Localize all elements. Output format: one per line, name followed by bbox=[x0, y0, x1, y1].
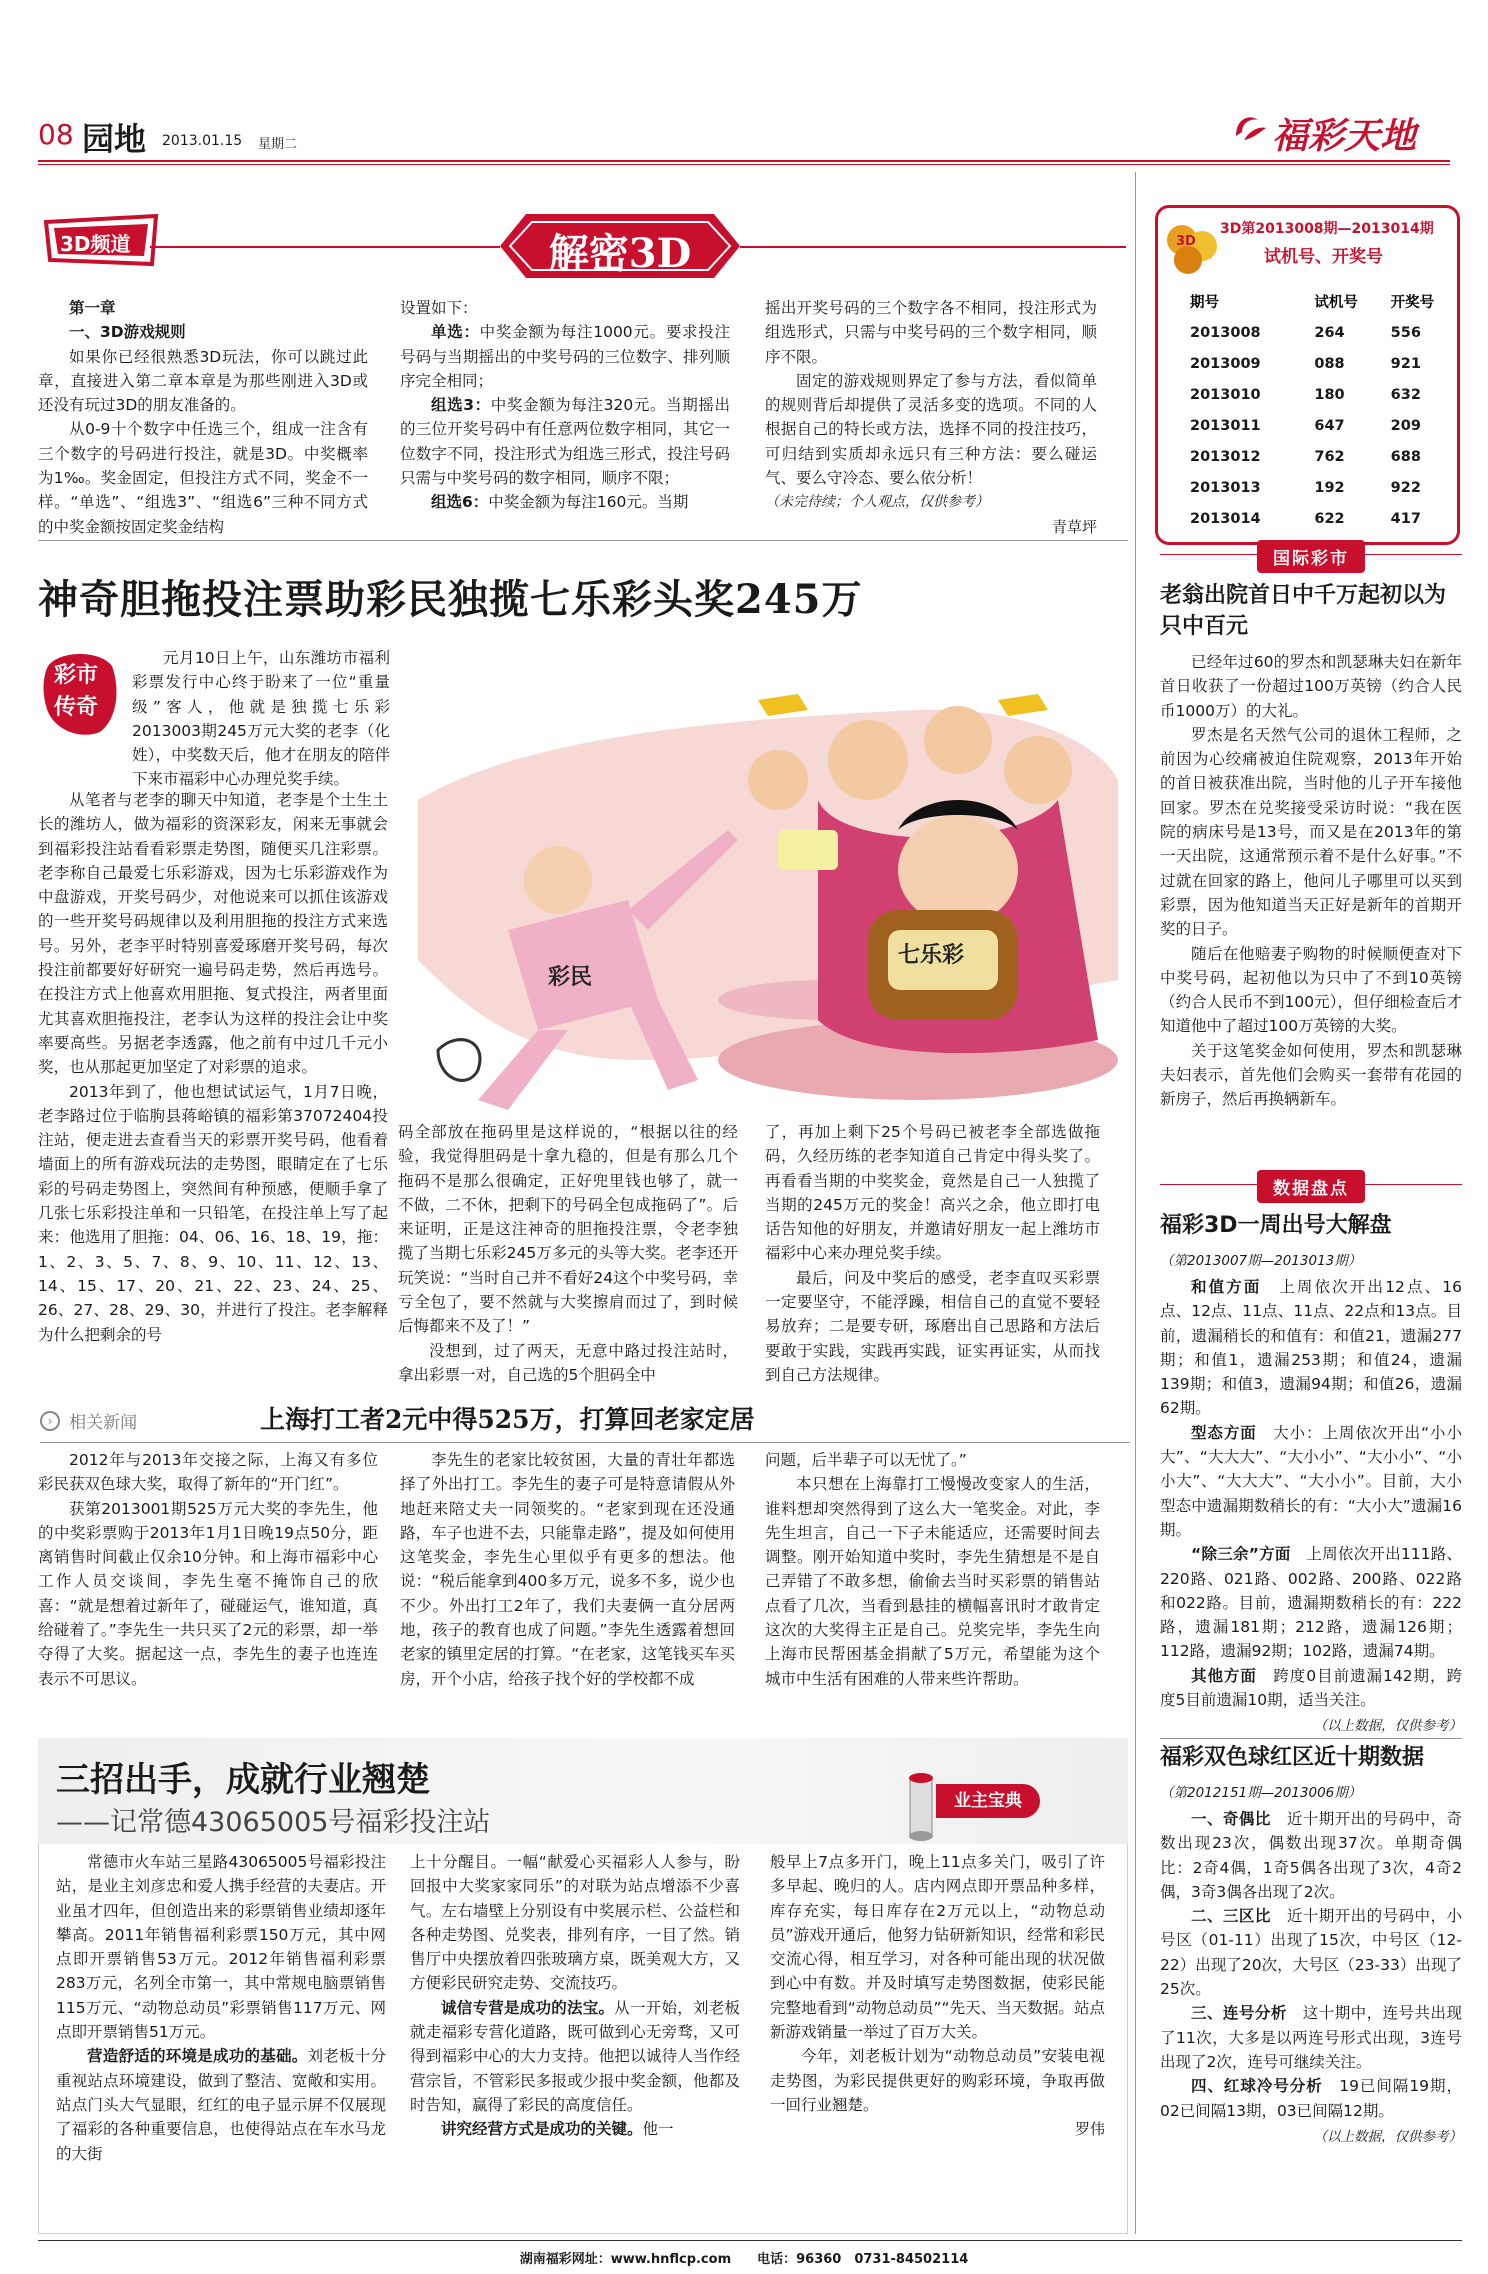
text: 中奖金额为每注320元。当期摇出的三位开奖号码中有任意两位数字相同，其它一位数字不同，投注形式为组选三形式，投注号码只需与中奖号码的数字相同，顺序不限； bbox=[400, 396, 730, 488]
paragraph: 问题，后半辈子可以无忧了。” bbox=[765, 1451, 967, 1469]
table-row: 2013010 180 632 bbox=[1190, 386, 1421, 403]
banner-rule-left bbox=[150, 246, 500, 248]
owner-tips-tag: 业主宝典 bbox=[936, 1784, 1040, 1818]
ssq-period: （第2012151期—2013006期） bbox=[1160, 1785, 1362, 1801]
station-column-1 bbox=[56, 1850, 386, 2166]
lead: 组选3： bbox=[431, 396, 491, 415]
column-header: 期号 bbox=[1190, 295, 1219, 311]
3d-column-3 bbox=[765, 296, 1097, 539]
lead: 单选： bbox=[431, 323, 480, 342]
paragraph: 上十分醒目。一幅“献爱心买福彩人人参与，盼回报中大奖家家同乐”的对联为站点增添不少喜气。左右墙壁上分别设有中奖展示栏、公益栏和各种走势图、兑奖表，排列有序，一目了然。销售厅中央摆放着四张玻璃方桌，既美观大方，又方便彩民研究走势、交流技巧。 bbox=[410, 1853, 740, 1993]
byline: 罗伟 bbox=[1074, 2120, 1105, 2139]
draws-title: 3D第2013008期—2013014期 bbox=[1220, 221, 1434, 237]
intl-lottery-section bbox=[1160, 540, 1462, 1112]
lead: 二、三区比 bbox=[1191, 1907, 1271, 1926]
table-row: 2013012 762 688 bbox=[1190, 448, 1421, 465]
table-row: 2013013 192 922 bbox=[1190, 479, 1421, 496]
3d-column-1 bbox=[38, 296, 368, 539]
table-header-row bbox=[1158, 286, 1457, 317]
byline: 青草坪 bbox=[1051, 517, 1097, 536]
issue-weekday: 星期二 bbox=[258, 137, 298, 152]
lead: 其他方面 bbox=[1191, 1666, 1257, 1685]
related-column-1 bbox=[38, 1448, 378, 1691]
brand-title: 福彩天地 bbox=[1272, 115, 1417, 157]
main-column-2 bbox=[398, 1120, 738, 1387]
3d-badge-label: 3D频道 bbox=[60, 232, 131, 256]
tag-line-2: 传奇 bbox=[54, 695, 99, 720]
lead: 诚信专营是成功的法宝。 bbox=[441, 1998, 615, 2017]
stats-period: （第2013007期—2013013期） bbox=[1160, 1253, 1362, 1269]
footer-contact: 湖南福彩网址：www.hnflcp.com 电话：96360 0731-84502114 bbox=[519, 2252, 969, 2267]
lead: 和值方面 bbox=[1191, 1278, 1262, 1296]
paragraph: 关于这笔奖金如何使用，罗杰和凯瑟琳夫妇表示，首先他们会购买一套带有花园的新房子，然后再换辆新车。 bbox=[1160, 1041, 1462, 1109]
paragraph: 随后在他赔妻子购物的时候顺便查对下中奖号码，起初他以为只中了不到10英镑（约合人民币不到100元），但仔细检查后才知道他中了超过100万英镑的大奖。 bbox=[1160, 944, 1462, 1036]
text: 近十期开出的号码中，小号区（01-11）出现了15次，中号区（12-22）出现了20次，大号区（23-33）出现了25次。 bbox=[1160, 1907, 1462, 1999]
text: 近十期开出的号码中，奇数出现23次，偶数出现37次。单期奇偶比：2奇4偶，1奇5偶各出现了3次，4奇2偶，3奇3偶各出现了2次。 bbox=[1160, 1810, 1462, 1901]
related-column-2 bbox=[400, 1448, 735, 1691]
related-headline: 上海打工者2元中得525万，打算回老家定居 bbox=[260, 1405, 755, 1434]
illus-label-caimin: 彩民 bbox=[548, 964, 593, 990]
paragraph: 从0-9十个数字中任选三个，组成一注含有三个数字的号码进行投注，就是3D。中奖概率为1‰。奖金固定，但投注方式不同，奖金不一样。“单选”、“组选3”、“组选6”三种不同方式的中奖金额按固定奖金结构 bbox=[38, 420, 368, 536]
paragraph: 如果你已经很熟悉3D玩法，你可以跳过此章，直接进入第二章本章是为那些刚进入3D或还没有玩过3D的朋友准备的。 bbox=[38, 347, 368, 415]
stats-tag: 数据盘点 bbox=[1257, 1170, 1365, 1203]
related-rule bbox=[40, 1442, 1130, 1443]
disclaimer: （以上数据，仅供参考） bbox=[1313, 2128, 1462, 2145]
ssq-stats-section bbox=[1160, 1742, 1462, 2145]
lead: 营造舒适的环境是成功的基础。 bbox=[87, 2047, 308, 2066]
svg-text:3D: 3D bbox=[1176, 234, 1196, 249]
related-news-tag bbox=[40, 1408, 190, 1436]
header-rule-thin bbox=[38, 164, 1450, 165]
paragraph: 没想到，过了两天，无意中路过投注站时，拿出彩票一对，自己选的5个胆码全中 bbox=[398, 1341, 738, 1384]
chapter-title: 第一章 bbox=[69, 299, 116, 317]
lead: 四、红球冷号分析 bbox=[1191, 2077, 1323, 2096]
footer-rule bbox=[38, 2240, 1462, 2241]
paragraph: 2012年与2013年交接之际，上海又有多位彩民获双色球大奖，取得了新年的“开门红”。 bbox=[38, 1451, 378, 1494]
fucai-logo-icon bbox=[1230, 108, 1266, 144]
paragraph: 般早上7点多开门，晚上11点多关门，吸引了许多早起、晚归的人。店内网点即开票品种多样，库存充实，每日库存在2万元以上，“动物总动员”游戏开通后，他努力钻研新知识，经常和彩民交流心得，相互学习，对各种可能出现的状况做到心中有数。并及时填写走势图数据，使彩民能完整地看到“动物总动员”“先天、当天数据。站点新游戏销量一举过了百万大关。 bbox=[770, 1853, 1105, 2042]
main-column-3 bbox=[765, 1120, 1100, 1387]
text: 这十期中，连号共出现了11次，大多是以两连号形式出现，3连号出现了2次，连号可继续关注。 bbox=[1160, 2004, 1462, 2071]
rules-heading: 一、3D游戏规则 bbox=[69, 323, 186, 342]
related-column-3 bbox=[765, 1448, 1100, 1691]
paragraph: 设置如下： bbox=[400, 299, 478, 317]
column-header: 开奖号 bbox=[1390, 295, 1435, 311]
paragraph: 获第2013001期525万元大奖的李先生，他的中奖彩票购于2013年1月1日晚19点50分，距离销售时间截止仅余10分钟。和上海市福彩中心工作人员交谈间，李先生毫不掩饰自己的欣喜：“就是想着过新年了，碰碰运气，谁知道，真给碰着了。”李先生一共只买了2元的彩票，却一举夺得了大奖。据起这一点，李先生的妻子也连连表示不可思议。 bbox=[38, 1499, 378, 1688]
text: 大小：上周依次开出“小小大”、“大大大”、“大小小”、“大小小”、“小小大”、“大大大”、“大小小”。目前，大小型态中遗漏期数稍长的有：“大小大”遗漏16期。 bbox=[1160, 1423, 1462, 1539]
related-tag-label: 相关新闻 bbox=[69, 1413, 138, 1433]
ssq-headline: 福彩双色球红区近十期数据 bbox=[1160, 1745, 1425, 1770]
arrow-circle-icon: › bbox=[40, 1411, 60, 1431]
paragraph: 今年，刘老板计划为“动物总动员”安装电视走势图，为彩民提供更好的购彩环境，争取再做一回行业翘楚。 bbox=[770, 2047, 1105, 2114]
lead: 讲究经营方式是成功的关键。 bbox=[441, 2120, 643, 2139]
legend-tag-icon bbox=[40, 648, 118, 734]
intl-headline: 老翁出院首日中千万起初以为只中百元 bbox=[1160, 583, 1447, 639]
lead: 一、奇偶比 bbox=[1191, 1810, 1271, 1828]
text: 中奖金额为每注160元。当期 bbox=[488, 493, 689, 512]
section-rule bbox=[38, 540, 1128, 541]
column-header: 试机号 bbox=[1314, 295, 1358, 311]
paragraph: 李先生的老家比较贫困，大量的青壮年都选择了外出打工。李先生的妻子可是特意请假从外地赶来陪丈夫一同领奖的。“老家到现在还没通路，车子也进不去，只能靠走路”，提及如何使用这笔奖金，李先生心里似乎有更多的想法。他说：“税后能拿到400多万元，说多不多，说少也不少。外出打工2年了，我们夫妻俩一直分居两地，孩子的教育也成了问题。”李先生透露着想回老家的镇里定居的打算。“在老家，这笔钱买车买房，开个小店，给孩子找个好的学校都不成 bbox=[400, 1451, 735, 1688]
table-row: 2013008 264 556 bbox=[1190, 324, 1421, 341]
main-headline: 神奇胆拖投注票助彩民独揽七乐彩头奖245万 bbox=[38, 576, 863, 623]
sidebar-rule bbox=[1160, 1738, 1462, 1739]
table-row: 2013014 622 417 bbox=[1190, 510, 1421, 527]
table-row: 2013009 088 921 bbox=[1190, 355, 1421, 372]
issue-date: 2013.01.15 bbox=[162, 133, 243, 149]
station-subhead: ——记常德43065005号福彩投注站 bbox=[56, 1807, 491, 1838]
page-number: 08 bbox=[38, 118, 74, 151]
draws-table bbox=[1158, 286, 1457, 534]
draw-results-box bbox=[1155, 205, 1460, 545]
lead: 三、连号分析 bbox=[1191, 2004, 1287, 2023]
station-column-2 bbox=[410, 1850, 740, 2142]
text: 跨度0目前遗漏142期，跨度5目前遗漏10期，适当关注。 bbox=[1160, 1666, 1462, 1710]
paragraph: 已经年过60的罗杰和凯瑟琳夫妇在新年首日收获了一份超过100万英镑（约合人民币1000万）的大礼。 bbox=[1160, 653, 1462, 720]
station-column-3 bbox=[770, 1850, 1105, 2141]
header-rule bbox=[38, 160, 1450, 162]
decrypt-3d-banner bbox=[500, 206, 740, 286]
3d-stats-section bbox=[1160, 1170, 1462, 1734]
continued-note: （未完待续；个人观点，仅供参考） bbox=[765, 494, 989, 511]
lead: “除三余”方面 bbox=[1191, 1545, 1291, 1564]
text: 他一 bbox=[642, 2120, 674, 2139]
cartoon-illustration bbox=[398, 680, 1128, 1120]
lead: 型态方面 bbox=[1191, 1423, 1257, 1442]
lottery-ball-icon bbox=[1162, 218, 1222, 278]
tag-line-1: 彩市 bbox=[54, 663, 99, 688]
paragraph: 2013年到了，他也想试试运气，1月7日晚，老李路过位于临朐县蒋峪镇的福彩第37072404投注站，便走进去查看当天的彩票开奖号码，他看着墙面上的所有游戏玩法的走势图，眼睛定在了七乐彩的号码走势图上，突然间有种预感，便顺手拿了几张七乐彩投注单和一只铅笔，在投注单上写了起来：他选用了胆拖：04、06、16、18、19，拖：1、2、3、5、7、8、9、10、11、12、13、14、15、17、20、21、22、23、24、25、26、27、28、29、30，并进行了投注。老李解释为什么把剩余的号 bbox=[38, 1082, 388, 1344]
disclaimer: （以上数据，仅供参考） bbox=[1313, 1718, 1462, 1735]
3d-channel-badge bbox=[42, 212, 160, 268]
decrypt-3d-title: 解密3D bbox=[548, 230, 692, 277]
table-row: 2013011 647 209 bbox=[1190, 417, 1421, 434]
paragraph: 本只想在上海靠打工慢慢改变家人的生活，谁料想却突然得到了这么大一笔奖金。对此，李先生坦言，自己一下子未能适应，还需要时间去调整。刚开始知道中奖时，李先生猜想是不是自己弄错了不敢多想，偷偷去当时买彩票的销售站点看了几次，当看到悬挂的横幅喜讯时才敢肯定这次的大奖得主正是自己。兑奖完毕，李先生向上海市民帮困基金捐献了5万元，希望能为这个城市中生活有困难的人带来些许帮助。 bbox=[765, 1475, 1100, 1688]
text: 中奖金额为每注1000元。要求投注号码与当期摇出的中奖号码的三位数字、排列顺序完全相同； bbox=[400, 323, 730, 390]
paragraph: 最后，问及中奖后的感受，老李直叹买彩票一定要坚守，不能浮躁，相信自己的直觉不要轻易放弃；二是要专研，琢磨出自己思路和方法后要敢于实践，实践再实践，证实再证实，从而找到自己方法规律。 bbox=[765, 1268, 1100, 1384]
text: 19已间隔19期，02已间隔13期，03已间隔12期。 bbox=[1160, 2077, 1462, 2120]
paragraph: 从笔者与老李的聊天中知道，老李是个土生土长的潍坊人，做为福彩的资深彩友，闲来无事就会到福彩投注站看看彩票走势图，随便买几注彩票。老李称自己最爱七乐彩游戏，因为七乐彩游戏作为中盘游戏，开奖号码少，对他说来可以抓住该游戏的一些开奖号码规律以及利用胆拖的投注方式来选号。另外，老李平时特别喜爱琢磨开奖号码，每次投注前都要好好研究一遍号码走势，然后再选号。在投注方式上他喜欢用胆拖、复式投注，两者里面尤其喜欢胆拖投注，老李认为这样的投注会让中奖率要高些。另据老李透露，他之前有中过几千元小奖，也从那起更加坚定了对彩票的追求。 bbox=[38, 791, 388, 1077]
lead: 组选6： bbox=[431, 493, 489, 512]
banner-rule-right bbox=[740, 246, 1126, 248]
stats-headline: 福彩3D一周出号大解盘 bbox=[1160, 1213, 1392, 1238]
text: 从一开始，刘老板就走福彩专营化道路，既可做到心无旁骛，又可得到福彩中心的大力支持。他把以诚待人当作经营宗旨，不管彩民多报或少报中奖金额，他都及时告知，赢得了彩民的高度信任。 bbox=[410, 1998, 740, 2114]
draws-subtitle: 试机号、开奖号 bbox=[1264, 247, 1383, 267]
text: 上周依次开出12点、16点、12点、11点、11点、22点和13点。目前，遗漏稍长的和值有：和值21，遗漏277期；和值1，遗漏253期；和值24，遗漏139期；和值3，遗漏94期；和值26，遗漏62期。 bbox=[1160, 1278, 1462, 1418]
paragraph: 罗杰是名天然气公司的退休工程师，之前因为心绞痛被迫住院观察，2013年开始的首日被获准出院，当时他的儿子开车接他回家。罗杰在兑奖接受采访时说：“我在医院的病床号是13号，而又是在2013年的第一天出院，这通常预示着不是什么好事。”不过就在回家的路上，他问儿子哪里可以买到彩票，因为他知道当天正好是新年的首期开奖的日子。 bbox=[1160, 725, 1462, 939]
intro-paragraph: 元月10日上午，山东潍坊市福利彩票发行中心终于盼来了一位“重量级”客人，他就是独揽七乐彩2013003期245万元大奖的老李（化姓），中奖数天后，他才在朋友的陪伴下来市福彩中心办理兑奖手续。 bbox=[132, 649, 390, 789]
station-headline: 三招出手，成就行业翘楚 bbox=[56, 1760, 430, 1800]
illus-label-qilecai: 七乐彩 bbox=[898, 942, 965, 968]
main-column-1 bbox=[38, 788, 388, 1347]
text: 刘老板十分重视站点环境建设，做到了整洁、宽敞和实用。站点门头大气显眼，红红的电子显示屏不仅展现了福彩的各种重要信息，也使得站点在车水马龙的大街 bbox=[56, 2047, 386, 2163]
section-name: 园地 bbox=[82, 120, 147, 158]
text: 上周依次开出111路、220路、021路、002路、200路、022路和022路。目前，遗漏期数稍长的有：222路，遗漏181期；212路，遗漏126期；112路，遗漏92期；102路，遗漏74期。 bbox=[1160, 1545, 1462, 1661]
3d-column-2 bbox=[400, 296, 730, 515]
paragraph: 固定的游戏规则界定了参与方法，看似简单的规则背后却提供了灵活多变的选项。不同的人根据自己的特长或方法，选择不同的投注技巧，可归结到实质却永远只有三种方法：要么碰运气、要么守冷态、要么依分析！ bbox=[765, 371, 1097, 488]
paragraph: 常德市火车站三星路43065005号福彩投注站，是业主刘彦忠和爱人携手经营的夫妻店。开业虽才四年，但创造出来的彩票销售业绩却逐年攀高。2011年销售福利彩票150万元，其中网点即开票销售53万元。2012年销售福利彩票283万元，名列全市第一，其中常规电脑票销售115万元、“动物总动员”彩票销售117万元、网点即开票销售51万元。 bbox=[56, 1853, 386, 2042]
intl-tag: 国际彩市 bbox=[1257, 540, 1365, 573]
paragraph: 了，再加上剩下25个号码已被老李全部选做拖码，久经历练的老李知道自己肯定中得头奖了。再看看当期的中奖奖金，竟然是自己一人独揽了当期的245万元的奖金！高兴之余，他立即打电话告知他的好朋友，并邀请好朋友一起上潍坊市福彩中心来办理兑奖手续。 bbox=[765, 1123, 1100, 1263]
column-divider bbox=[1135, 172, 1136, 2234]
paragraph: 码全部放在拖码里是这样说的，“根据以往的经验，我觉得胆码是十拿九稳的，但是有那么几个拖码不是那么很确定，正好兜里钱也够了，就一不做，二不休，把剩下的号码全包成拖码了”。后来证明，正是这注神奇的胆拖投注票，令老李独揽了当期七乐彩245万多元的头等大奖。老李还开玩笑说：“当时自己并不看好24这个中奖号码，幸亏全包了，要不然就与大奖擦肩而过了，到时候后悔都来不及了！” bbox=[398, 1123, 738, 1336]
paragraph: 摇出开奖号码的三个数字各不相同，投注形式为组选形式，只需与中奖号码的三个数字相同，顺序不限。 bbox=[765, 299, 1097, 366]
